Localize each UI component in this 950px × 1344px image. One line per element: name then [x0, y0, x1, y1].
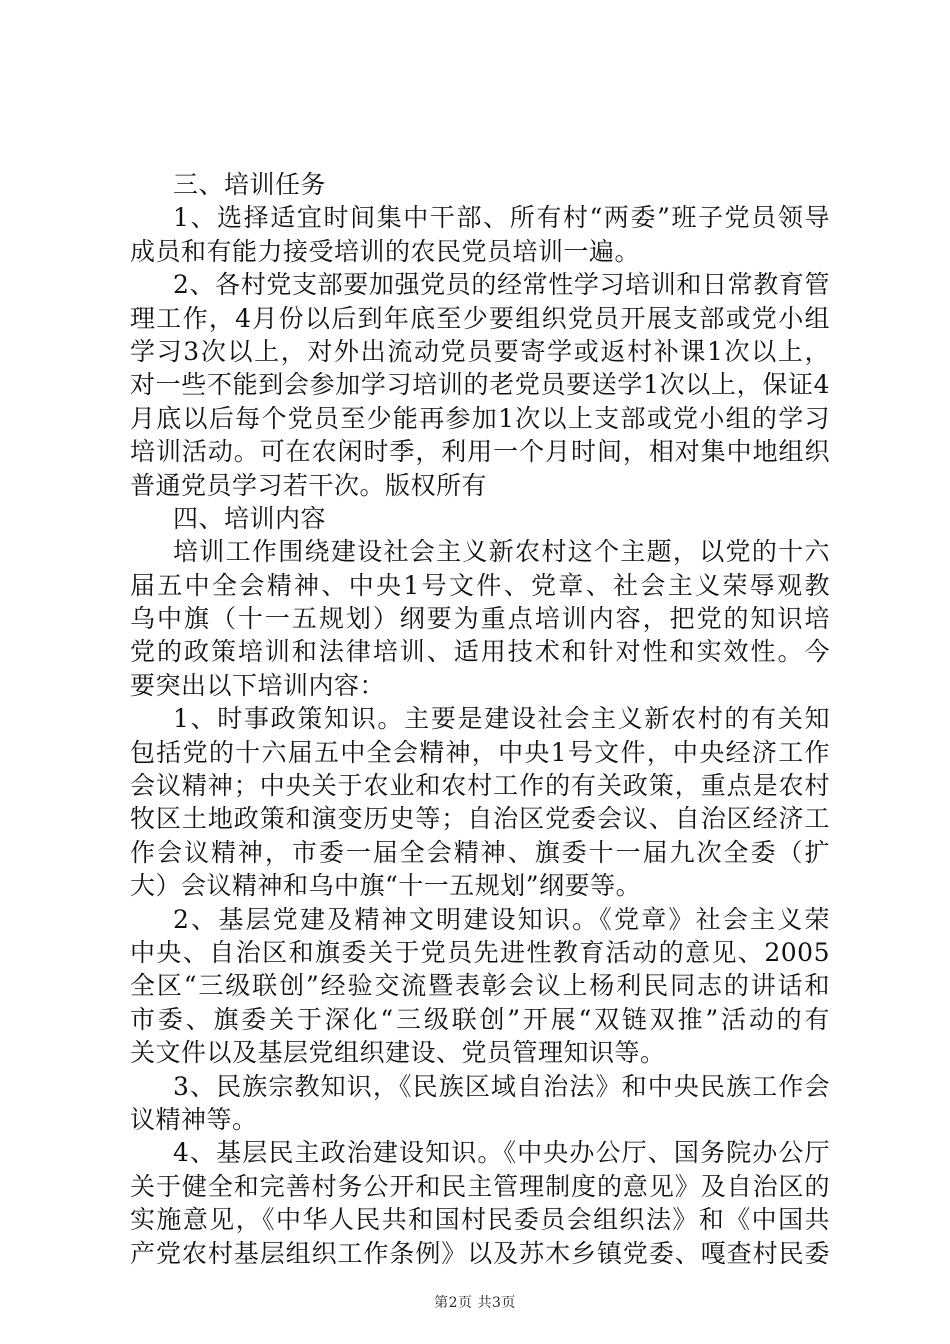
paragraph-line: 普通党员学习若干次。版权所有: [130, 470, 488, 500]
paragraph-line: 包括党的十六届五中全会精神，中央1号文件，中央经济工作: [130, 737, 830, 767]
paragraph-line: 要突出以下培训内容：: [130, 670, 386, 700]
paragraph-line: 成员和有能力接受培训的农民党员培训一遍。: [130, 236, 641, 266]
paragraph-line: 产党农村基层组织工作条例》以及苏木乡镇党委、嘎查村民委: [130, 1238, 830, 1268]
paragraph-line: 关文件以及基层党组织建设、党员管理知识等。: [130, 1038, 666, 1068]
paragraph-line: 党的政策培训和法律培训、适用技术和针对性和实效性。今: [130, 637, 830, 667]
section-heading-three: 三、培训任务: [173, 170, 327, 199]
paragraph-line: 2、基层党建及精神文明建设知识。《党章》社会主义荣: [173, 904, 830, 934]
section-heading-four: 四、培训内容: [173, 503, 327, 533]
paragraph-line: 议精神等。: [130, 1104, 258, 1134]
paragraph-line: 培训工作围绕建设社会主义新农村这个主题，以党的十六: [173, 537, 830, 567]
paragraph-line: 培训活动。可在农闲时季，利用一个月时间，相对集中地组织: [130, 437, 830, 467]
paragraph-line: 乌中旗（十一五规划）纲要为重点培训内容，把党的知识培: [130, 604, 830, 634]
paragraph-line: 4、基层民主政治建设知识。《中央办公厅、国务院办公厅: [173, 1138, 830, 1168]
paragraph-line: 月底以后每个党员至少能再参加1次以上支部或党小组的学习: [130, 403, 830, 433]
paragraph-line: 对一些不能到会参加学习培训的老党员要送学1次以上，保证4: [130, 370, 830, 400]
paragraph-line: 实施意见，《中华人民共和国村民委员会组织法》和《中国共: [130, 1205, 830, 1235]
paragraph-line: 届五中全会精神、中央1号文件、党章、社会主义荣辱观教: [130, 570, 830, 600]
paragraph-line: 理工作，4月份以后到年底至少要组织党员开展支部或党小组: [130, 303, 830, 333]
paragraph-line: 会议精神；中央关于农业和农村工作的有关政策，重点是农村: [130, 771, 830, 801]
paragraph-line: 作会议精神，市委一届全会精神、旗委十一届九次全委（扩: [130, 837, 830, 867]
paragraph-line: 大）会议精神和乌中旗“十一五规划”纲要等。: [130, 871, 642, 901]
paragraph-line: 市委、旗委关于深化“三级联创”开展“双链双推”活动的有: [130, 1004, 830, 1034]
paragraph-line: 1、时事政策知识。主要是建设社会主义新农村的有关知: [173, 704, 830, 734]
paragraph-line: 全区“三级联创”经验交流暨表彰会议上杨利民同志的讲话和: [130, 971, 830, 1001]
paragraph-line: 2、各村党支部要加强党员的经常性学习培训和日常教育管: [173, 270, 830, 300]
paragraph-line: 中央、自治区和旗委关于党员先进性教育活动的意见、2005: [130, 937, 830, 967]
paragraph-line: 3、民族宗教知识，《民族区域自治法》和中央民族工作会: [173, 1071, 830, 1101]
paragraph-line: 1、选择适宜时间集中干部、所有村“两委”班子党员领导: [173, 203, 830, 233]
paragraph-line: 牧区土地政策和演变历史等；自治区党委会议、自治区经济工: [130, 804, 830, 834]
paragraph-line: 学习3次以上，对外出流动党员要寄学或返村补课1次以上，: [130, 336, 830, 366]
document-body: [130, 168, 830, 1270]
paragraph-line: 关于健全和完善村务公开和民主管理制度的意见》及自治区的: [130, 1171, 830, 1201]
page-number-footer: 第2页 共3页: [434, 1295, 516, 1311]
